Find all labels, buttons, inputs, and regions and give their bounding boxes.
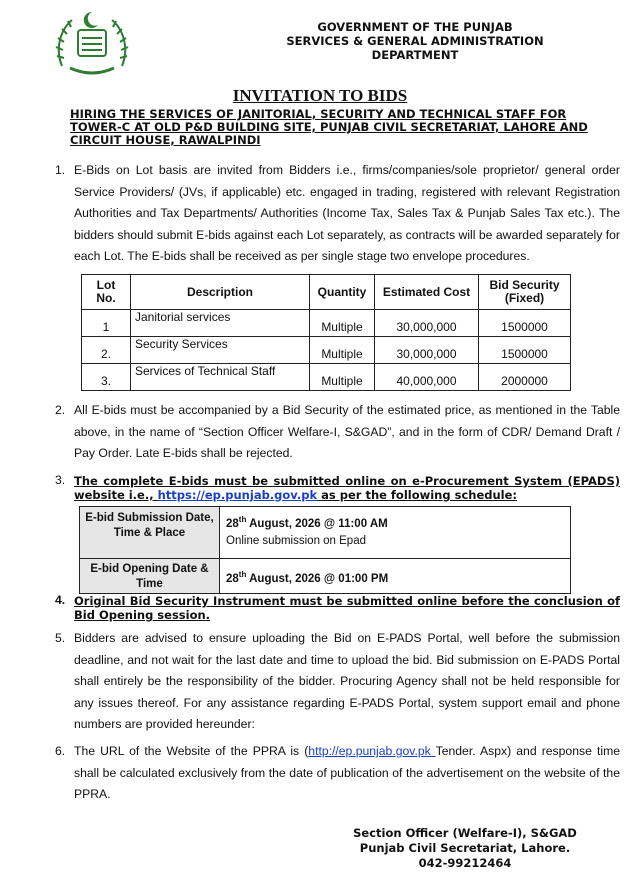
schedule-label: E-bid Opening Date & Time	[80, 559, 220, 594]
security-cell: 1500000	[479, 337, 571, 364]
header-line-2: SERVICES & GENERAL ADMINISTRATION	[286, 34, 544, 48]
security-cell: 1500000	[479, 310, 571, 337]
signature-line-1: Section Officer (Welfare-I), S&GAD	[353, 826, 577, 840]
lot-cell: 3.	[82, 364, 131, 391]
header-line-3: DEPARTMENT	[371, 48, 459, 62]
col-header-quantity: Quantity	[310, 275, 375, 310]
lot-cell: 2.	[82, 337, 131, 364]
schedule-row	[80, 507, 571, 559]
schedule-day: 28	[226, 517, 239, 530]
ppra-link[interactable]: http://ep.punjab.gov.pk	[308, 744, 436, 758]
epads-link[interactable]: https://ep.punjab.gov.pk	[157, 488, 318, 502]
schedule-datetime: August, 2026 @ 01:00 PM	[246, 572, 389, 585]
quantity-cell: Multiple	[310, 364, 375, 391]
lot-cell: 1	[82, 310, 131, 337]
cost-cell: 30,000,000	[375, 337, 479, 364]
item-6-text-a: The URL of the Website of the PPRA is (	[74, 744, 309, 758]
schedule-label: E-bid Submission Date, Time & Place	[80, 507, 220, 559]
quantity-cell: Multiple	[310, 337, 375, 364]
department-header	[250, 20, 580, 62]
schedule-value	[220, 559, 571, 594]
table-header-row	[82, 275, 571, 310]
item-5-text: Bidders are advised to ensure uploading the Bid on E-PADS Portal, well before the submission deadline, and not wait for the last date and time to upload the bid. Bid submission on E-PADS Portal shall entirely be the responsibility of the bidder. Procuring Agency shall not be held responsible for any issues thereof. For any assistance regarding E-PADS Portal, system support email and phone numbers are provided hereunder:	[74, 631, 620, 731]
col-header-cost: Estimated Cost	[375, 275, 479, 310]
schedule-datetime: August, 2026 @ 11:00 AM	[246, 517, 388, 530]
schedule-day-suffix: th	[238, 570, 247, 579]
item-number: 6.	[55, 744, 66, 758]
schedule-day-suffix: th	[238, 515, 247, 524]
item-number: 2.	[55, 403, 66, 417]
item-6-text	[74, 741, 620, 806]
schedule-table	[79, 506, 571, 594]
item-number: 1.	[55, 163, 66, 177]
item-2-text: All E-bids must be accompanied by a Bid Security of the estimated price, as mentioned in the Table above, in the name of “Section Officer Welfare-I, S&GAD”, and in the form of CDR/ Demand Draft / Pay Order. Late E-bids shall be rejected.	[74, 403, 620, 460]
item-3-text-b: as per the following schedule:	[317, 488, 518, 502]
table-row	[82, 310, 571, 337]
signature-line-3: 042-99212464	[418, 856, 512, 870]
schedule-value	[220, 507, 571, 559]
item-3-text-a: The complete E-bids must be submitted online on e-Procurement System (EPADS) website i.e.,	[74, 474, 620, 502]
item-number: 4.	[55, 593, 66, 607]
item-4-text: Original Bid Security Instrument must be submitted online before the conclusion of Bid Opening session.	[74, 594, 620, 622]
col-header-description: Description	[131, 275, 310, 310]
document-subtitle: HIRING THE SERVICES OF JANITORIAL, SECURITY AND TECHNICAL STAFF FOR TOWER-C AT OLD P&D BUILDING SITE, PUNJAB CIVIL SECRETARIAT, LAHORE AND CIRCUIT HOUSE, RAWALPINDI	[70, 107, 588, 147]
description-cell: Janitorial services	[131, 310, 310, 337]
schedule-place: Online submission on Epad	[226, 534, 366, 547]
col-header-lot: Lot No.	[82, 275, 131, 310]
item-number: 3.	[55, 473, 66, 487]
schedule-row	[80, 559, 571, 594]
item-1-text: E-Bids on Lot basis are invited from Bidders i.e., firms/companies/sole proprietor/ general order Service Providers/ (JVs, if applicable) etc. engaged in trading, registered with relevant Registration Authorities and Tax Departments/ Authorities (Income Tax, Sales Tax & Punjab Sales Tax etc.). The bidders should submit E-bids against each Lot separately, as contracts will be awarded separately for each Lot. The E-bids shall be received as per single stage two envelope procedures.	[74, 163, 620, 263]
lots-table	[81, 274, 571, 391]
description-cell: Services of Technical Staff	[131, 364, 310, 391]
document-title: INVITATION TO BIDS	[232, 86, 408, 105]
col-header-security: Bid Security (Fixed)	[479, 275, 571, 310]
punjab-emblem-logo	[52, 8, 132, 80]
item-6-text-b: Tender. Aspx) and response time shall be calculated exclusively from the date of publication of the advertisement on the website of the PPRA.	[74, 744, 620, 801]
cost-cell: 40,000,000	[375, 364, 479, 391]
item-number: 5.	[55, 631, 66, 645]
header-line-1: GOVERNMENT OF THE PUNJAB	[317, 20, 513, 34]
schedule-day: 28	[226, 572, 239, 585]
table-row	[82, 337, 571, 364]
item-3-text	[74, 474, 620, 502]
table-row	[82, 364, 571, 391]
signature-line-2: Punjab Civil Secretariat, Lahore.	[359, 841, 571, 855]
description-cell: Security Services	[131, 337, 310, 364]
security-cell: 2000000	[479, 364, 571, 391]
cost-cell: 30,000,000	[375, 310, 479, 337]
signature-block	[340, 826, 590, 871]
quantity-cell: Multiple	[310, 310, 375, 337]
